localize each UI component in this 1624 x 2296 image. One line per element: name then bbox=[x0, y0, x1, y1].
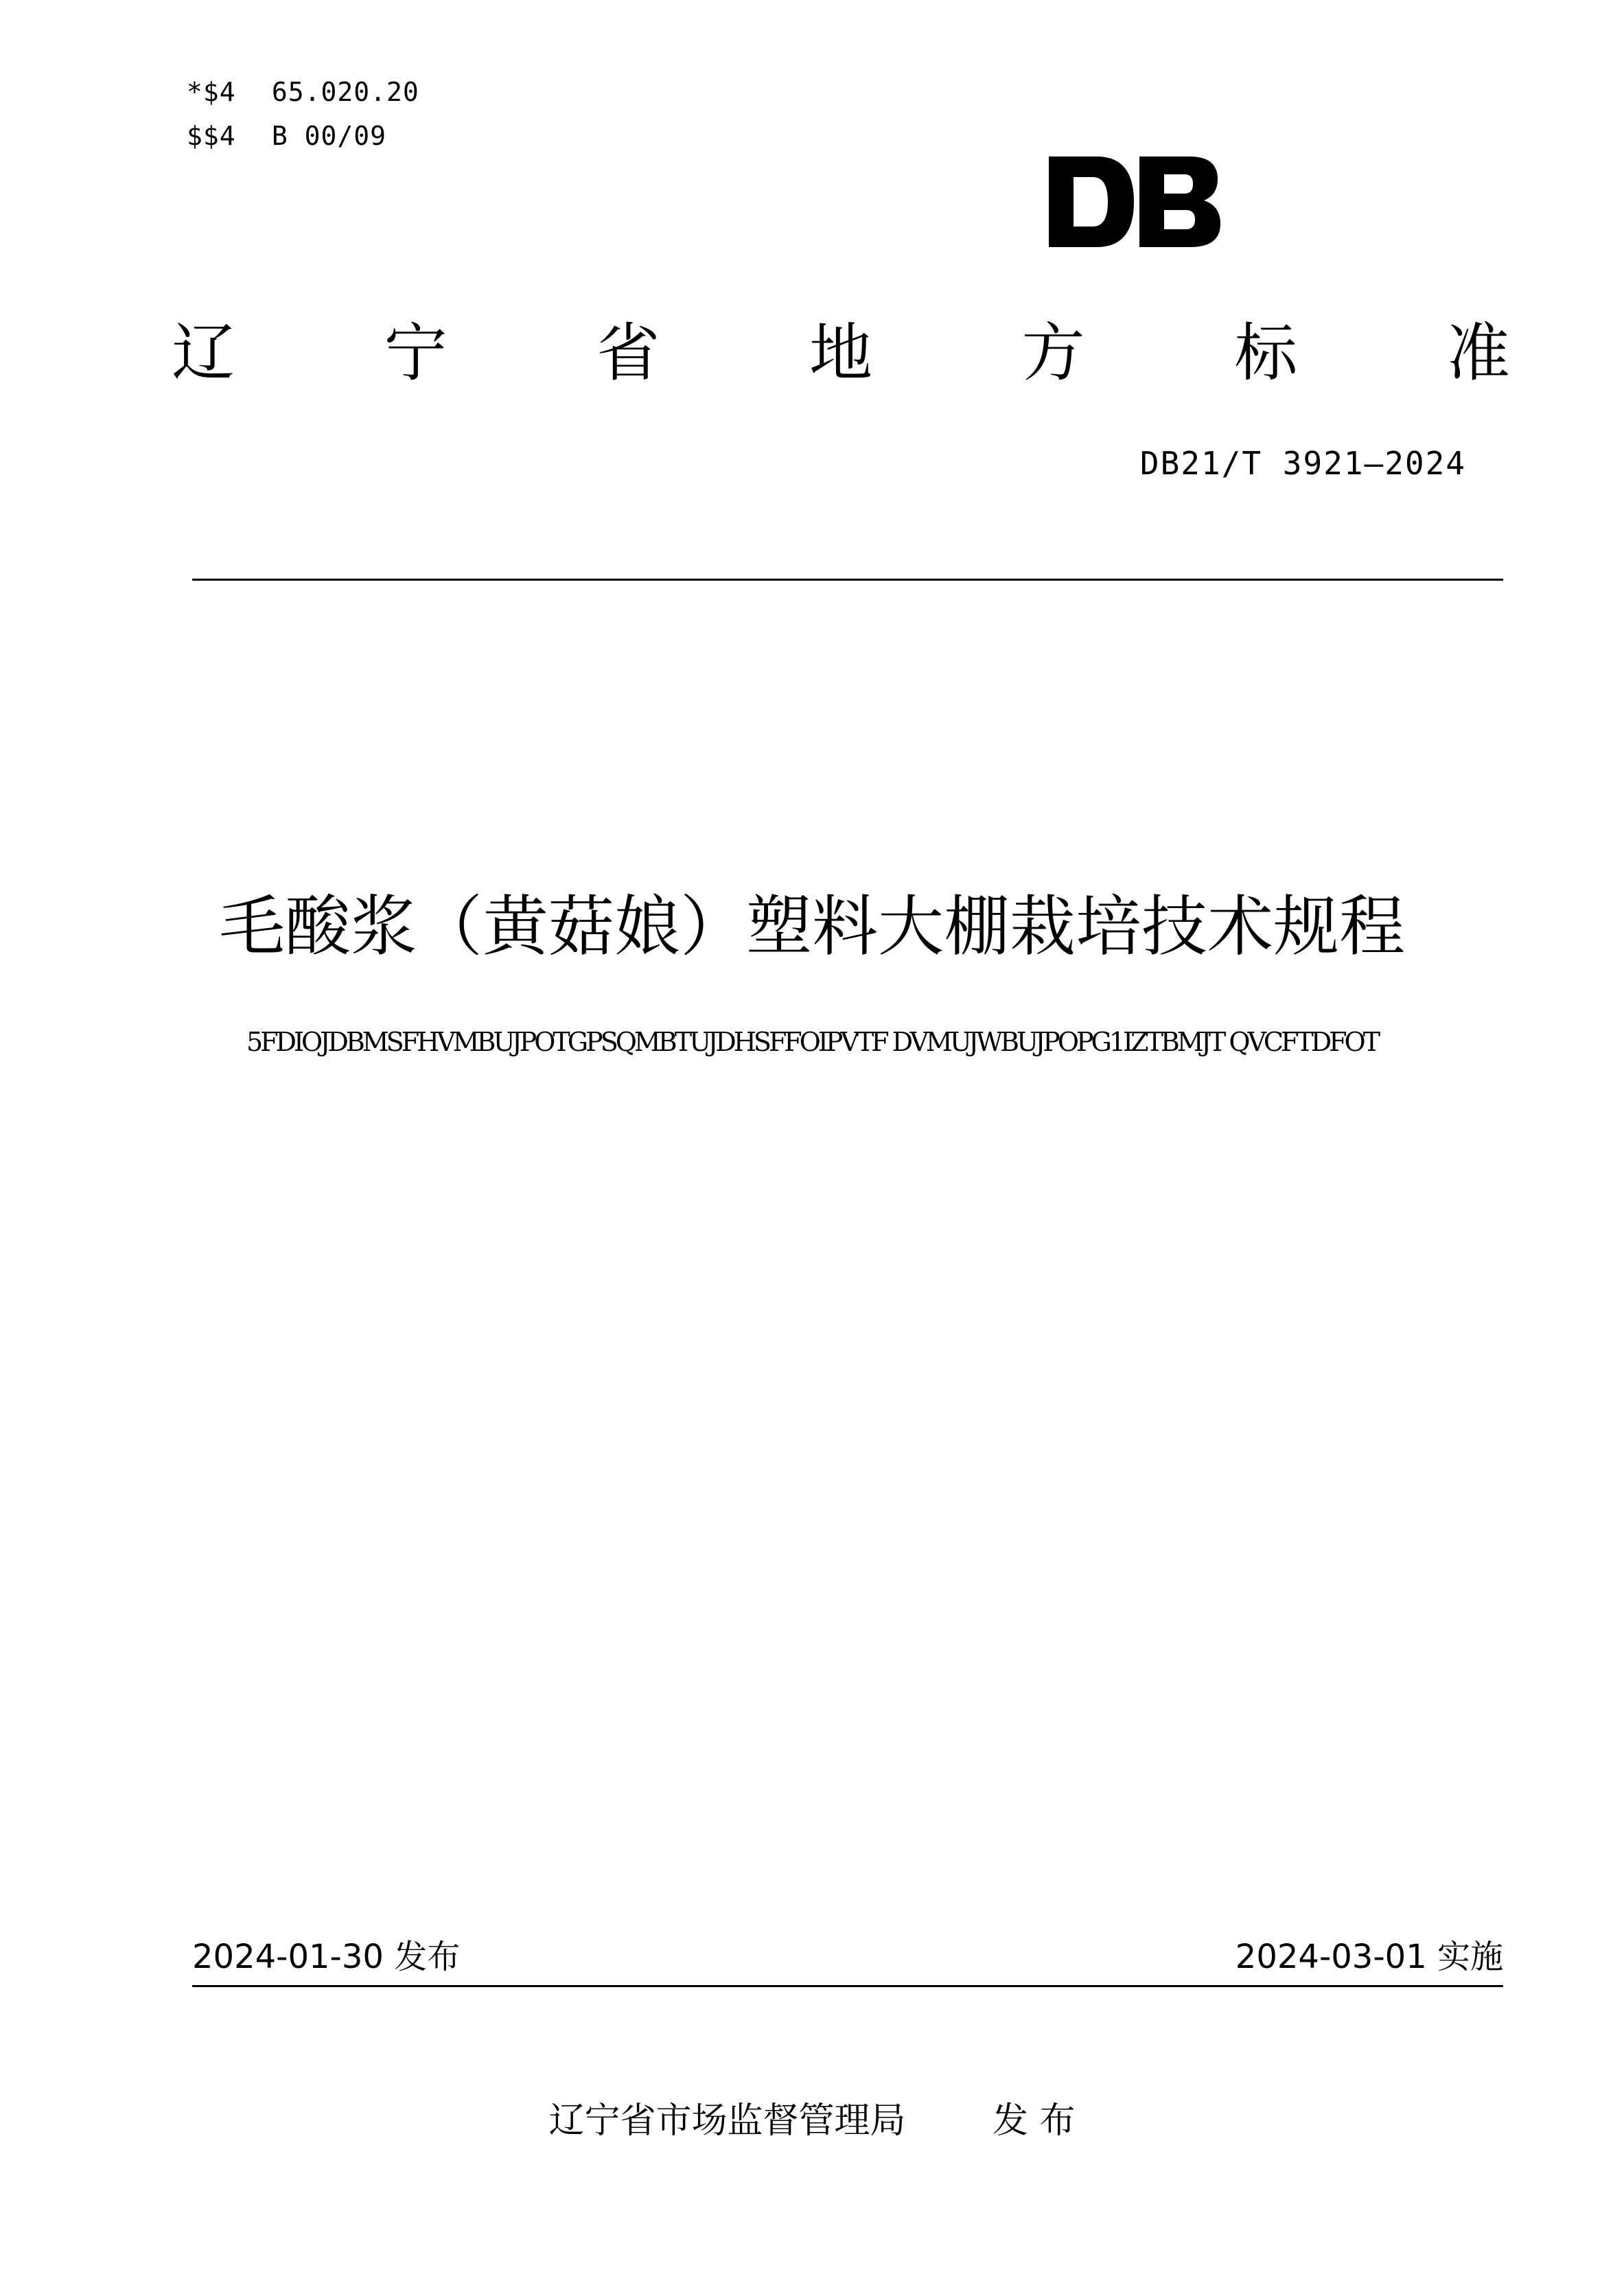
ics-code: 65.020.20 bbox=[271, 77, 419, 107]
document-title: 毛酸浆（黄菇娘）塑料大棚栽培技术规程 bbox=[219, 888, 1405, 965]
ccs-code-line bbox=[187, 121, 386, 151]
standard-type-char: 辽 bbox=[172, 316, 235, 390]
issue-date: 2024-01-30 发布 bbox=[192, 1938, 461, 1976]
ccs-code: B 00/09 bbox=[271, 121, 387, 151]
ics-code-line bbox=[187, 77, 419, 107]
date-divider bbox=[192, 1985, 1503, 1987]
standard-type-char: 准 bbox=[1446, 316, 1510, 390]
implementation-date: 2024-03-01 实施 bbox=[1235, 1938, 1503, 1976]
publish-action: 发 布 bbox=[993, 2100, 1076, 2142]
document-subtitle: 5FDIOJDBMSFHVMBUJPOTGPSQMBTUJDHSFFOIPVTF DVMUJWBUJPOPG1IZTBMJT QVCFTDFOT bbox=[246, 1027, 1378, 1057]
publisher-line bbox=[0, 2091, 1624, 2143]
ics-label: *$4 bbox=[187, 77, 236, 107]
publisher-name: 辽宁省市场监督管理局 bbox=[548, 2100, 906, 2142]
standard-type-char: 宁 bbox=[384, 316, 448, 390]
standard-type-char: 标 bbox=[1234, 316, 1298, 390]
db-logo-icon bbox=[1049, 156, 1220, 247]
standard-number: DB21/T 3921—2024 bbox=[1139, 445, 1466, 482]
ccs-label: $$4 bbox=[187, 121, 236, 151]
header-divider bbox=[192, 579, 1503, 581]
standard-type-char: 省 bbox=[596, 316, 660, 390]
standard-type-char: 地 bbox=[809, 316, 872, 390]
standard-type-char: 方 bbox=[1021, 316, 1085, 390]
standard-type-title bbox=[172, 312, 1510, 395]
